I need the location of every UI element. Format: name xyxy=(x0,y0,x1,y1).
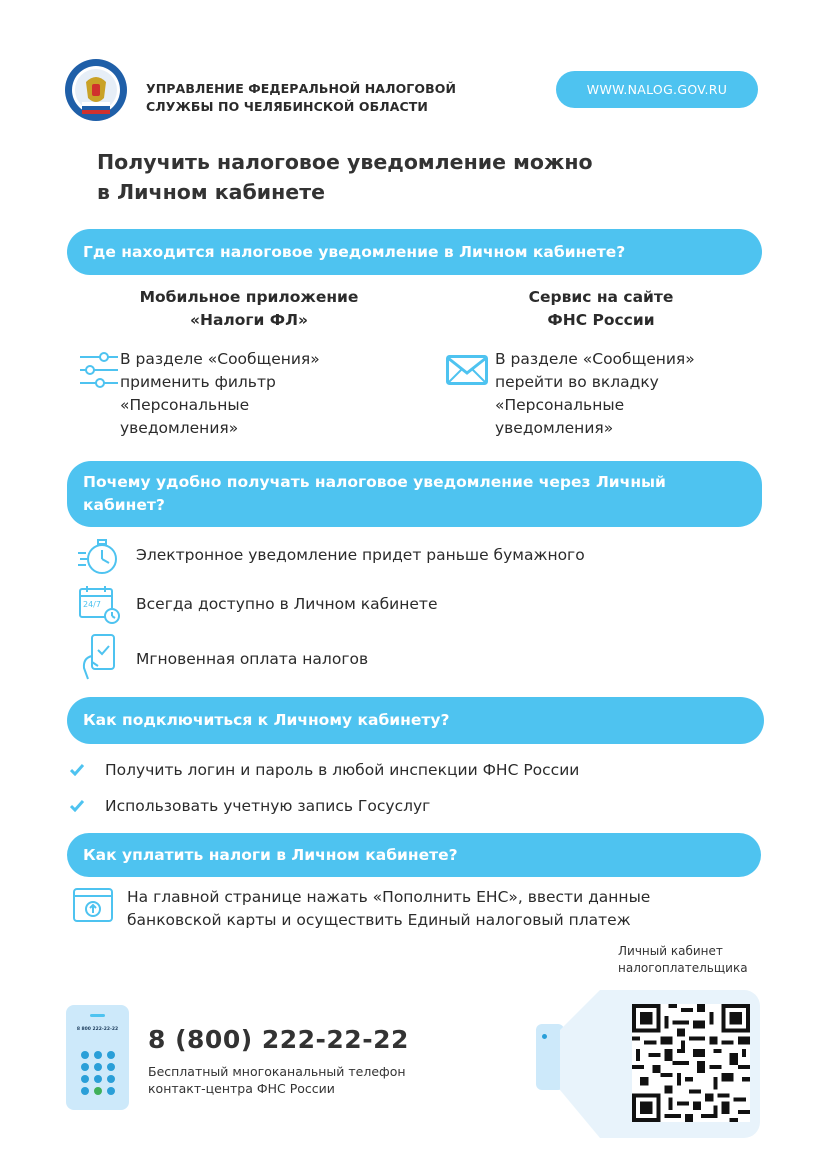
phone-illustration: 8 800 222-22-22 xyxy=(66,1005,129,1110)
benefit-always-available: Всегда доступно в Личном кабинете xyxy=(136,595,438,613)
page-title: Получить налоговое уведомление можно в Личном кабинете xyxy=(97,150,593,204)
benefit-early-notice: Электронное уведомление придет раньше бумажного xyxy=(136,546,585,564)
qr-caption: Личный кабинет налогоплательщика xyxy=(618,944,748,975)
why-heading: Почему удобно получать налоговое уведомление через Личный кабинет? xyxy=(67,461,762,527)
hotline-caption: Бесплатный многоканальный телефон контакт-центра ФНС России xyxy=(148,1064,406,1096)
mobile-instructions: В разделе «Сообщения» применить фильтр «Персональные уведомления» xyxy=(120,350,320,437)
connect-option-login: Получить логин и пароль в любой инспекции ФНС России xyxy=(105,761,580,779)
check-icon xyxy=(70,800,84,812)
organization-name: УПРАВЛЕНИЕ ФЕДЕРАЛЬНОЙ НАЛОГОВОЙ СЛУЖБЫ ПО ЧЕЛЯБИНСКОЙ ОБЛАСТИ xyxy=(146,81,456,114)
benefit-instant-payment: Мгновенная оплата налогов xyxy=(136,650,369,668)
svg-text:24/7: 24/7 xyxy=(83,600,101,609)
fns-emblem-icon xyxy=(64,58,128,122)
connect-option-gosuslugi: Использовать учетную запись Госуслуг xyxy=(105,797,431,815)
check-icon xyxy=(70,764,84,776)
filter-sliders-icon xyxy=(80,352,118,392)
hand-phone-check-icon xyxy=(80,634,120,684)
website-instructions: В разделе «Сообщения» перейти во вкладку «Персональные уведомления» xyxy=(495,350,695,437)
qr-code[interactable] xyxy=(632,1004,750,1122)
browser-upload-icon xyxy=(73,888,113,926)
pay-heading: Как уплатить налоги в Личном кабинете? xyxy=(67,833,761,877)
where-heading: Где находится налоговое уведомление в Личном кабинете? xyxy=(67,229,762,275)
website-link[interactable]: WWW.NALOG.GOV.RU xyxy=(556,71,758,108)
website-service-title: Сервис на сайте ФНС России xyxy=(528,288,674,329)
mobile-app-title: Мобильное приложение «Налоги ФЛ» xyxy=(139,288,359,329)
hotline-number[interactable]: 8 (800) 222-22-22 xyxy=(148,1025,409,1054)
envelope-icon xyxy=(446,355,488,389)
connect-heading: Как подключиться к Личному кабинету? xyxy=(67,697,764,744)
calendar-24-7-icon xyxy=(79,585,121,629)
fast-clock-icon xyxy=(78,537,120,581)
pay-instructions: На главной странице нажать «Пополнить ЕНС», ввести данные банковской карты и осуществить Единый налоговый платеж xyxy=(127,888,651,929)
